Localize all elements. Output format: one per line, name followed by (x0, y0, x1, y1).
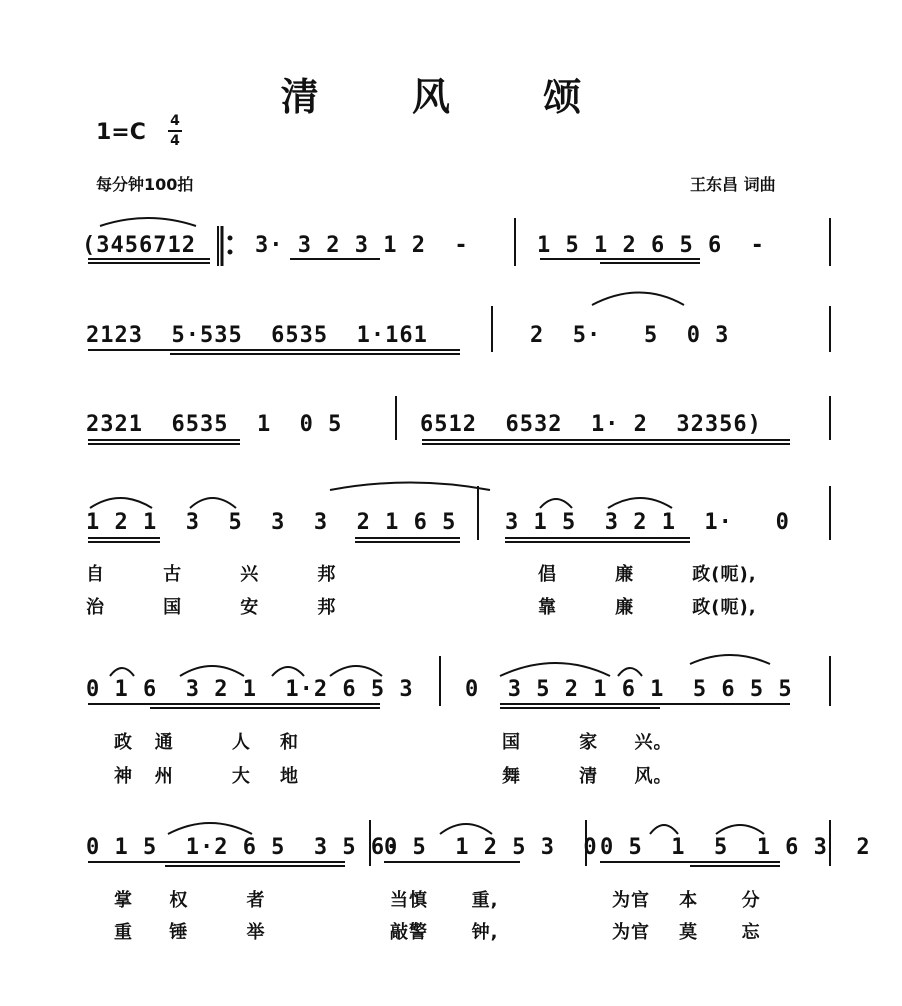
slur (168, 823, 252, 834)
notes-system-2-a: 2123 5·535 6535 1·161 (86, 323, 428, 348)
notes-system-6-a: 0 1 5 1·2 6 5 3 5 6· (86, 835, 400, 860)
slur (180, 666, 244, 676)
lyrics-verse-2-system-4-b: 靠 廉 政(呃), (538, 597, 757, 618)
lyrics-verse-2-system-6-b: 敲警 钟, (390, 922, 499, 943)
slur (110, 668, 134, 676)
lyrics-verse-2-system-5-b: 舞 清 风。 (502, 766, 673, 787)
notes-system-1-a: (3456712 (82, 233, 196, 258)
notes-system-1-b: 3· 3 2 3 1 2 - (255, 233, 469, 258)
notes-system-6-b: 0 5 1 2 5 3 0 (384, 835, 598, 860)
lyrics-verse-2-system-4-a: 治 国 安 邦 (86, 597, 337, 618)
page-title: 清 风 颂 (280, 74, 622, 119)
slur (650, 825, 678, 834)
slur (500, 663, 610, 676)
slur (716, 825, 764, 834)
lyrics-verse-1-system-6-c: 为官 本 分 (612, 890, 761, 911)
notes-system-1-c: 1 5 1 2 6 5 6 - (537, 233, 765, 258)
notes-system-3-b: 6512 6532 1· 2 32356) (420, 412, 762, 437)
tuplet-slur (100, 218, 196, 226)
lyrics-verse-1-system-6-a: 掌 权 者 (114, 890, 266, 911)
notes-system-2-b: 2 5· 5 0 3 (530, 323, 730, 348)
lyrics-verse-1-system-6-b: 当慎 重, (390, 890, 499, 911)
notes-system-4-b: 3 1 5 3 2 1 1· 0 (505, 510, 790, 535)
slur (90, 498, 152, 508)
lyrics-verse-1-system-5-a: 政 通 人 和 (114, 732, 299, 753)
time-signature-top: 4 (170, 113, 180, 129)
time-signature-bottom: 4 (170, 133, 180, 149)
slur (440, 824, 492, 834)
slur (330, 483, 490, 491)
notes-system-5-b: 0 3 5 2 1 6 1 5 6 5 5 (465, 677, 793, 702)
repeat-dots (228, 236, 233, 255)
lyrics-verse-2-system-5-a: 神 州 大 地 (114, 766, 299, 787)
lyrics-verse-2-system-6-a: 重 锤 举 (114, 922, 266, 943)
key-signature: 1=C (96, 120, 146, 145)
lyrics-verse-2-system-6-c: 为官 莫 忘 (612, 922, 761, 943)
slur (330, 666, 382, 676)
slur (272, 667, 304, 676)
notes-system-3-a: 2321 6535 1 0 5 (86, 412, 343, 437)
slur (190, 498, 236, 508)
tempo-marking: 每分钟100拍 (96, 175, 194, 194)
lyrics-verse-1-system-4-b: 倡 廉 政(呃), (538, 564, 757, 585)
slur (540, 499, 572, 508)
slur (618, 668, 642, 676)
notes-system-6-c: 0 5 1 5 1 6 3 2 (600, 835, 871, 860)
slur (608, 498, 672, 508)
slur (592, 293, 684, 306)
slur (690, 655, 770, 664)
notes-system-5-a: 0 1 6 3 2 1 1·2 6 5 3 (86, 677, 414, 702)
author-credit: 王东昌 词曲 (690, 175, 776, 194)
lyrics-verse-1-system-5-b: 国 家 兴。 (502, 732, 673, 753)
lyrics-verse-1-system-4-a: 自 古 兴 邦 (86, 564, 337, 585)
notes-system-4-a: 1 2 1 3 5 3 3 2 1 6 5 (86, 510, 457, 535)
